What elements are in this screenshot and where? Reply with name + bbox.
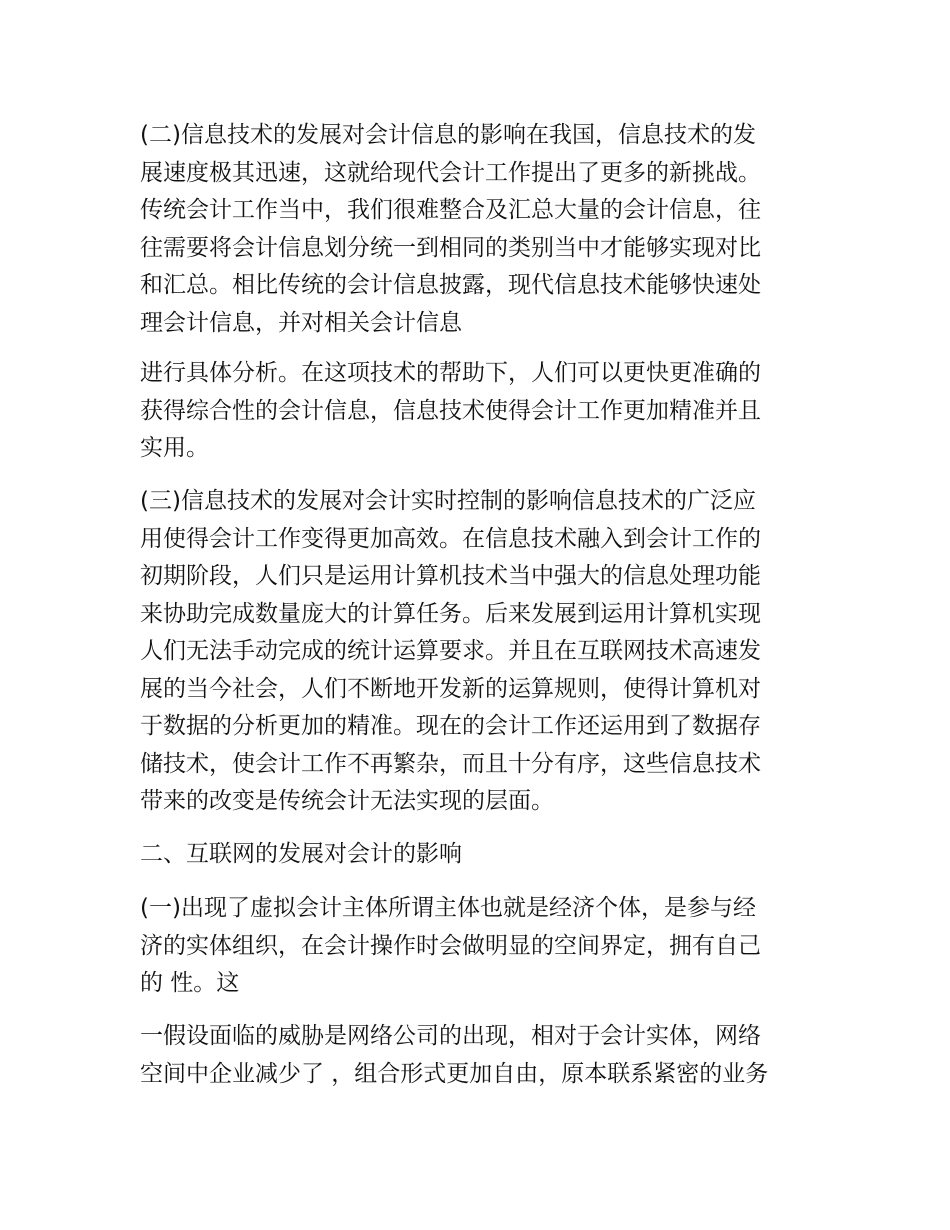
text-line: 获得综合性的会计信息，信息技术使得会计工作更加精准并且 xyxy=(140,397,761,424)
text-line: (三)信息技术的发展对会计实时控制的影响信息技术的广泛应 xyxy=(140,488,756,514)
text-line: 展的当今社会，人们不断地开发新的运算规则，使得计算机对 xyxy=(140,675,761,702)
section-heading xyxy=(140,836,462,874)
text-line: 带来的改变是传统会计无法实现的层面。 xyxy=(140,788,554,814)
text-line: 初期阶段，人们只是运用计算机技术当中强大的信息处理功能 xyxy=(140,563,761,589)
paragraph-virtual-entity xyxy=(140,890,761,1003)
paragraph-analysis xyxy=(140,355,761,468)
text-line: 一假设面临的威胁是网络公司的出现，相对于会计实体，网络 xyxy=(140,1023,761,1049)
paragraph-assumption-threat xyxy=(140,1018,768,1093)
text-line: 的 性。这 xyxy=(140,970,240,996)
text-line: 空间中企业减少了 ，组合形式更加自由，原本联系紧密的业务 xyxy=(140,1060,769,1087)
text-line: 进行具体分析。在这项技术的帮助下，人们可以更快更准确的 xyxy=(140,360,761,386)
text-line: 实用。 xyxy=(140,435,209,461)
text-line: 往需要将会计信息划分统一到相同的类别当中才能够实现对比 xyxy=(140,234,761,261)
text-line: 储技术，使会计工作不再繁杂，而且十分有序，这些信息技术 xyxy=(140,750,761,777)
text-line: (二)信息技术的发展对会计信息的影响在我国，信息技术的发 xyxy=(140,122,756,148)
paragraph-info-tech-accounting-info xyxy=(140,117,761,342)
paragraph-realtime-control xyxy=(140,483,761,821)
text-line: (一)出现了虚拟会计主体所谓主体也就是经济个体，是参与经 xyxy=(140,895,756,921)
text-line: 济的实体组织，在会计操作时会做明显的空间界定，拥有自己 xyxy=(140,932,761,959)
text-line: 展速度极其迅速，这就给现代会计工作提出了更多的新挑战。 xyxy=(140,159,761,186)
text-line: 传统会计工作当中，我们很难整合及汇总大量的会计信息，往 xyxy=(140,197,761,223)
text-line: 于数据的分析更加的精准。现在的会计工作还运用到了数据存 xyxy=(140,713,761,739)
text-line: 理会计信息，并对相关会计信息 xyxy=(140,309,462,336)
text-line: 来协助完成数量庞大的计算任务。后来发展到运用计算机实现 xyxy=(140,600,761,627)
text-line: 人们无法手动完成的统计运算要求。并且在互联网技术高速发 xyxy=(140,638,761,664)
text-line: 和汇总。相比传统的会计信息披露，现代信息技术能够快速处 xyxy=(140,272,761,298)
text-line: 用使得会计工作变得更加高效。在信息技术融入到会计工作的 xyxy=(140,525,761,552)
section-heading-text: 二、互联网的发展对会计的影响 xyxy=(140,841,462,867)
